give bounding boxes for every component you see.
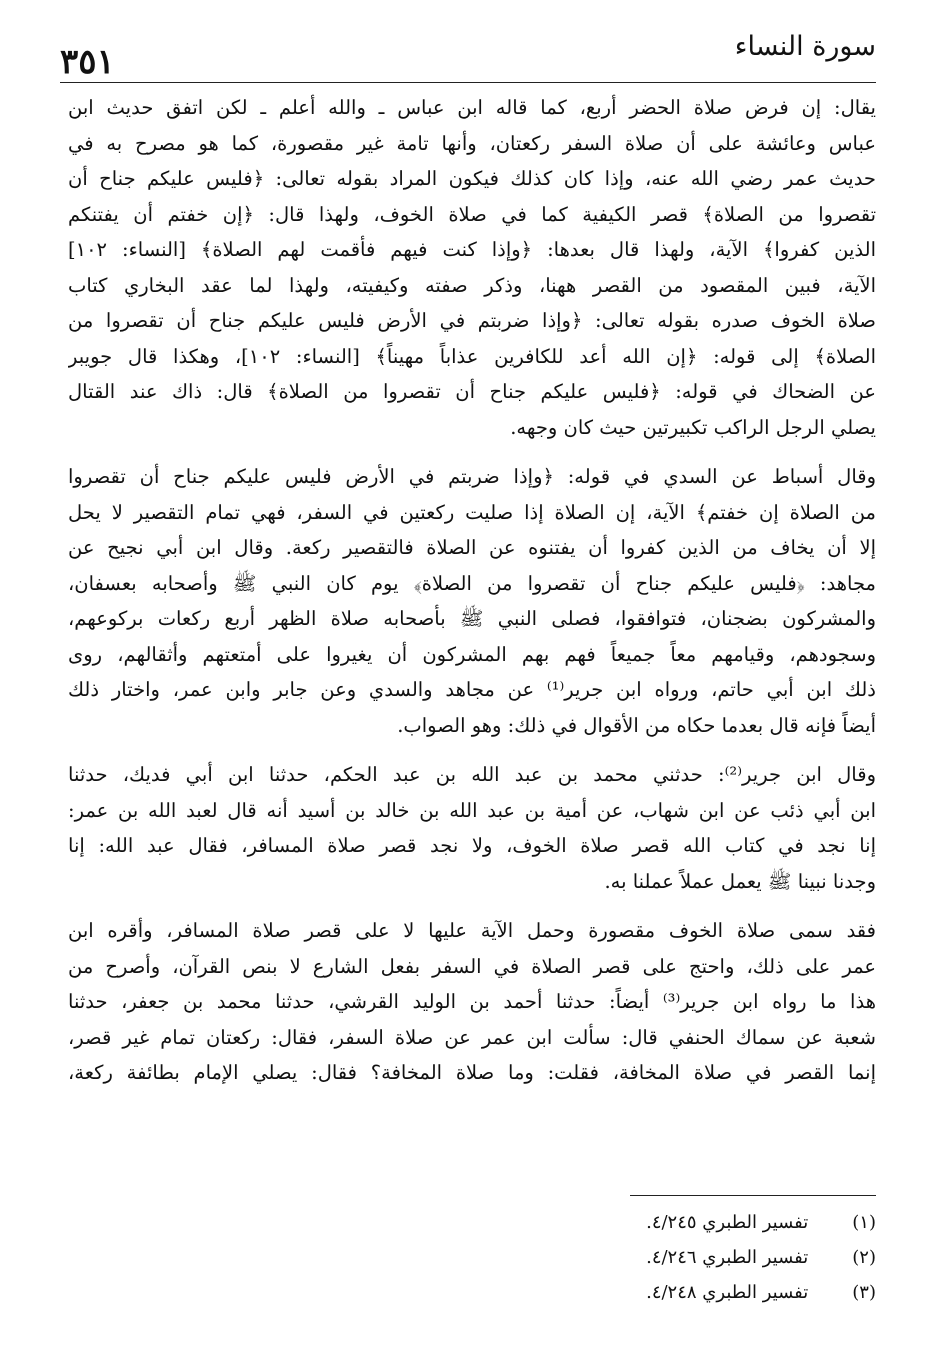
text-line: عن الضحاك في قوله: ﴿فليس عليكم جناح أن تقصروا من الصلاة﴾ قال: ذاك عند القتال: [68, 380, 876, 403]
paragraph-gap: [68, 899, 876, 913]
footnote-text: تفسير الطبري ٤/٢٤٨.: [646, 1282, 809, 1303]
surah-name: سورة النساء: [734, 31, 876, 62]
footnote-number: (٢): [852, 1247, 876, 1268]
text-line: أيضاً فإنه قال بعدما حكاه من الأقوال في ذلك: وهو الصواب.: [397, 713, 876, 737]
footnotes: [456, 1205, 876, 1310]
text-line: إنا نجد في كتاب الله قصر صلاة الخوف، ولا نجد قصر صلاة المسافر، فقال عبد الله: إنا: [68, 834, 876, 857]
text-line: حديث عمر رضي الله عنه، وإذا كان كذلك فيكون المراد بقوله تعالى: ﴿فليس عليكم جناح أن: [68, 167, 876, 190]
paragraph-gap: [68, 743, 876, 757]
text-line: فقد سمى صلاة الخوف مقصورة وحمل الآية عليها لا على قصر صلاة المسافر، وأقره ابن: [68, 919, 876, 942]
footnote-text: تفسير الطبري ٤/٢٤٥.: [646, 1212, 809, 1233]
paragraph-2: [68, 459, 876, 743]
footnote-3: [456, 1275, 876, 1310]
text-line: هذا ما رواه ابن جرير⁽³⁾ أيضاً: حدثنا أحمد بن الوليد القرشي، حدثنا محمد بن جعفر، حدثنا: [68, 990, 876, 1013]
text-line: الآية، فبين المقصود من القصر ههنا، وذكر صفته وكيفيته، ولهذا لما عقد البخاري كتاب: [68, 273, 876, 297]
paragraph-4: [68, 913, 876, 1091]
text-line: وسجودهم، وقيامهم معاً جميعاً فهم بهم المشركون أن يغيروا على أمتعتهم وأثقالهم، روى: [68, 642, 876, 666]
text-line: مجاهد: ﴿فليس عليكم جناح أن تقصروا من الصلاة﴾ يوم كان النبي ﷺ وأصحابه بعسفان،: [68, 571, 876, 595]
text-line: وقال أسباط عن السدي في قوله: ﴿وإذا ضربتم في الأرض فليس عليكم جناح أن تقصروا: [68, 465, 876, 488]
text-line: إلا أن يخاف من الذين كفروا أن يفتنوه عن الصلاة فالتقصير ركعة. وقال ابن أبي نجيح عن: [68, 536, 876, 559]
footnote-number: (١): [852, 1212, 876, 1233]
footnote-number: (٣): [852, 1282, 876, 1303]
paragraph-1: [68, 90, 876, 445]
text-line: إنما القصر في صلاة المخافة، فقلت: وما صلاة المخافة؟ فقال: يصلي الإمام بطائفة ركعة،: [68, 1061, 876, 1084]
text-line: شعبة عن سماك الحنفي قال: سألت ابن عمر عن صلاة السفر، فقال: ركعتان تمام غير قصر،: [68, 1025, 876, 1049]
footnote-2: [456, 1240, 876, 1275]
body-text: [68, 90, 876, 1091]
text-line: يصلي الرجل الراكب تكبيرتين حيث كان وجهه.: [510, 415, 876, 439]
text-line: وقال ابن جرير⁽²⁾: حدثني محمد بن عبد الله بن عبد الحكم، حدثنا ابن أبي فديك، حدثنا: [68, 763, 876, 786]
text-line: الذين كفروا﴾ الآية، ولهذا قال بعدها: ﴿وإذا كنت فيهم فأقمت لهم الصلاة﴾ [النساء: ١٠٢]: [68, 238, 876, 261]
footnote-rule: [630, 1195, 876, 1196]
text-line: الصلاة﴾ إلى قوله: ﴿إن الله أعد للكافرين عذاباً مهيناً﴾ [النساء: ١٠٢]، وهكذا قال جويبر: [68, 344, 876, 368]
footnote-1: [456, 1205, 876, 1240]
page-header: [60, 30, 876, 90]
text-line: ابن أبي ذئب عن ابن شهاب، عن أمية بن عبد الله بن خالد بن أسيد أنه قال لعبد الله بن عمر:: [68, 798, 876, 822]
text-line: يقال: إن فرض صلاة الحضر أربع، كما قاله ابن عباس ـ والله أعلم ـ لكن اتفق حديث ابن: [68, 96, 876, 119]
text-line: تقصروا من الصلاة﴾ قصر الكيفية كما في صلاة الخوف، ولهذا قال: ﴿إن خفتم أن يفتنكم: [68, 202, 876, 226]
paragraph-3: [68, 757, 876, 899]
text-line: عباس وعائشة على أن صلاة السفر ركعتان، وأنها تامة غير مقصورة، كما هو مصرح به في: [68, 131, 876, 155]
text-line: عمر على ذلك، واحتج على قصر الصلاة في السفر بفعل الشارع لا بنص القرآن، وأصرح من: [68, 954, 876, 978]
paragraph-gap: [68, 445, 876, 459]
text-line: صلاة الخوف صدره بقوله تعالى: ﴿وإذا ضربتم في الأرض فليس عليكم جناح أن تقصروا من: [68, 309, 876, 332]
text-line: من الصلاة إن خفتم﴾ الآية، إن الصلاة إذا صليت ركعتين في السفر، فهي تمام التقصير لا يحل: [68, 500, 876, 524]
text-line: وجدنا نبينا ﷺ يعمل عملاً عملنا به.: [604, 869, 876, 893]
text-line: والمشركون بضجنان، فتوافقوا، فصلى النبي ﷺ بأصحابه صلاة الظهر أربع ركعات بركوعهم،: [68, 607, 876, 630]
footnote-text: تفسير الطبري ٤/٢٤٦.: [646, 1247, 809, 1268]
page-number: ٣٥١: [60, 42, 115, 82]
text-line: ذلك ابن أبي حاتم، ورواه ابن جرير⁽¹⁾ عن مجاهد والسدي وعن جابر وابن عمر، واختار ذلك: [68, 678, 876, 701]
header-rule: [60, 82, 876, 83]
